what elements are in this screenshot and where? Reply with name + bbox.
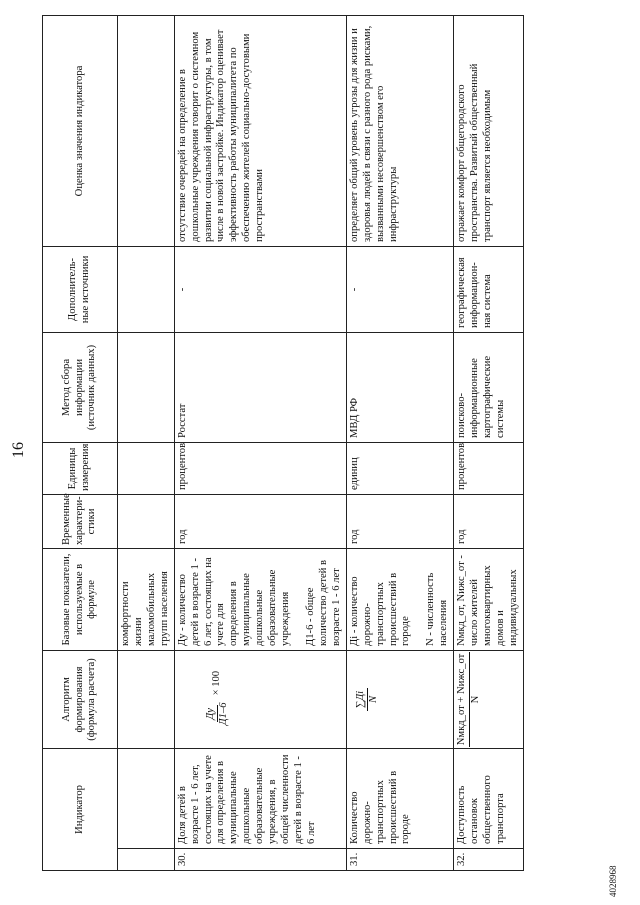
indicator-cell: Количество дорожно-транспортных происшествий в городе bbox=[346, 748, 453, 848]
formula-cell bbox=[454, 650, 524, 748]
base-cell: комфортности жизни маломобильных групп населения bbox=[118, 548, 175, 650]
assessment-cell: отсутствие очередей на определение в дошкольные учреждения говорит о системном развитии социальной инфраструктуры, в том числе в новой застройке. Индикатор оценивает эффективность работы муниципалитета по обеспечению жителей социально-досуговыми пространствами bbox=[174, 15, 346, 246]
header-assessment: Оценка значения индикатора bbox=[43, 15, 118, 246]
base-cell: Nмкд_от, Nижс_от - число жителей многоквартирных домов и индивидуальных bbox=[454, 548, 524, 650]
indicator-cell: Доля детей в возрасте 1 - 6 лет, состоящих на учете для определения в муниципальные дошкольные образовательные учреждения, в общей численности детей в возрасте 1 - 6 лет bbox=[174, 748, 346, 848]
method-cell: Росстат bbox=[174, 332, 346, 442]
table-row bbox=[174, 15, 346, 870]
header-indicator: Индикатор bbox=[43, 748, 118, 870]
formula-fraction: Nмкд_от + Nижс_от N bbox=[456, 653, 482, 746]
sources-cell: географическая информацион-ная система bbox=[454, 246, 524, 332]
row-number: 31. bbox=[346, 849, 453, 871]
formula-cell: Дy Д1–6 × 100 bbox=[174, 650, 346, 748]
assessment-cell: отражает комфорт общегородского пространства. Развитый общественный транспорт является необходимым bbox=[454, 15, 524, 246]
table-row bbox=[118, 15, 175, 870]
sources-cell: - bbox=[346, 246, 453, 332]
formula-fraction: ∑Дi N bbox=[355, 688, 380, 711]
table-header-row bbox=[43, 15, 118, 870]
units-cell: процентов bbox=[454, 442, 524, 494]
table-row bbox=[454, 15, 524, 870]
header-units: Единицы измерения bbox=[43, 442, 118, 494]
method-cell: поисково-информационные картографические системы bbox=[454, 332, 524, 442]
header-algorithm: Алгоритм формирования (формула расчета) bbox=[43, 650, 118, 748]
units-cell: процентов bbox=[174, 442, 346, 494]
base-cell: Дy - количество детей в возрасте 1 - 6 лет, состоящих на учете для определения в муниципальные дошкольные образовательные учреждения Д1-6 - общее количество детей в возрасте 1 - 6 лет bbox=[174, 548, 346, 650]
indicator-cell: Доступность остановок общественного транспорта bbox=[454, 748, 524, 848]
indicators-table bbox=[42, 15, 524, 871]
base-cell: Дi - количество дорожно-транспортных происшествий в городе N - численность населения bbox=[346, 548, 453, 650]
time-cell: год bbox=[174, 494, 346, 548]
row-number: 32. bbox=[454, 849, 524, 871]
units-cell: единиц bbox=[346, 442, 453, 494]
assessment-cell: определяет общий уровень угрозы для жизни и здоровья людей в связи с разного рода рисками, вызванными несовершенством его инфраструктуры bbox=[346, 15, 453, 246]
header-time: Временные характери-стики bbox=[43, 494, 118, 548]
formula-fraction: Дy Д1–6 bbox=[204, 702, 229, 726]
page-number: 16 bbox=[10, 442, 27, 458]
time-cell: год bbox=[454, 494, 524, 548]
method-cell: МВД РФ bbox=[346, 332, 453, 442]
formula-cell bbox=[346, 650, 453, 748]
header-method: Метод сбора информации (источник данных) bbox=[43, 332, 118, 442]
header-base-indicators: Базовые показатели, используемые в формуле bbox=[43, 548, 118, 650]
header-extra-sources: Дополнитель-ные источники bbox=[43, 246, 118, 332]
document-id: 4028968 bbox=[608, 865, 618, 897]
row-number: 30. bbox=[174, 849, 346, 871]
time-cell: год bbox=[346, 494, 453, 548]
sources-cell: - bbox=[174, 246, 346, 332]
table-row bbox=[346, 15, 453, 870]
